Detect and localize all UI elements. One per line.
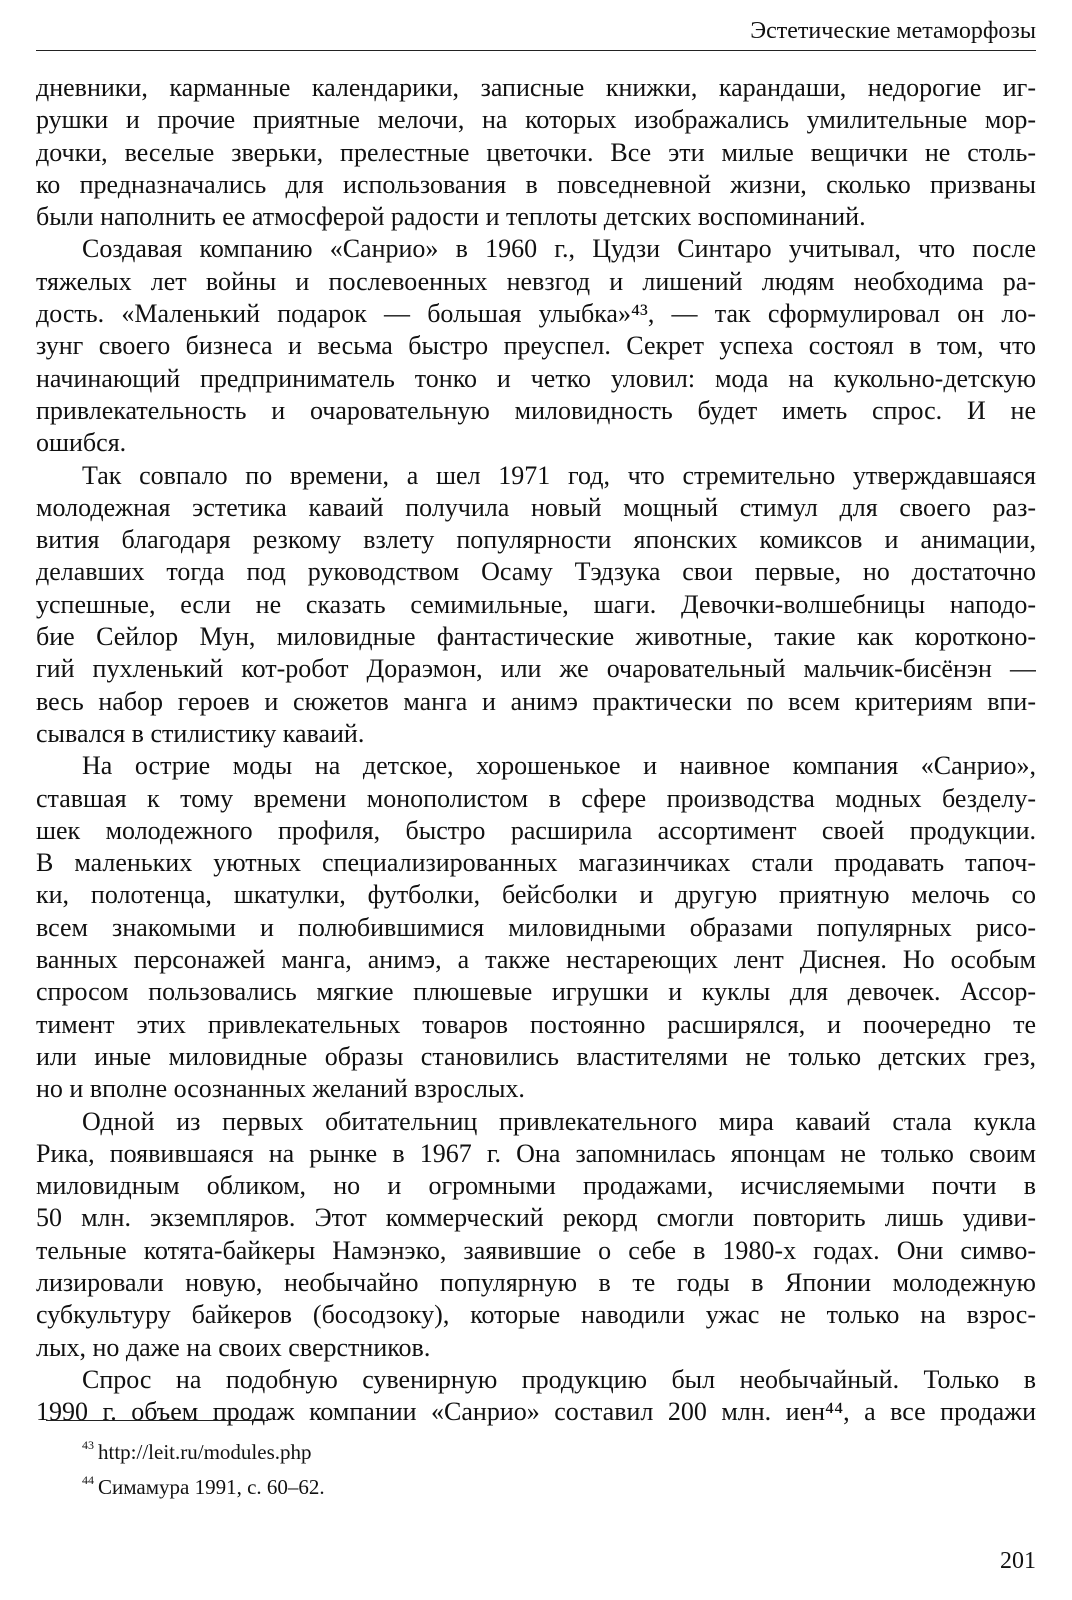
footnote-text: Симамура 1991, с. 60–62. bbox=[98, 1475, 325, 1499]
text-line: успешные, если не сказать семимильные, шаги. Девочки-волшебницы наподо- bbox=[36, 589, 1036, 619]
text-line: начинающий предприниматель тонко и четко уловил: мода на кукольно-детскую bbox=[36, 363, 1036, 393]
text-line: тимент этих привлекательных товаров постоянно расширялся, и поочередно те bbox=[36, 1009, 1036, 1039]
text-line: Рика, появившаяся на рынке в 1967 г. Она запомнилась японцам не только своим bbox=[36, 1138, 1036, 1168]
footnote-number: 44 bbox=[82, 1473, 94, 1487]
text-line: привлекательность и очаровательную миловидность будет иметь спрос. И не bbox=[36, 395, 1036, 425]
text-line: вития благодаря резкому взлету популярности японских комиксов и анимации, bbox=[36, 525, 1036, 555]
text-line: Спрос на подобную сувенирную продукцию был необычайный. Только в bbox=[82, 1364, 1036, 1394]
text-line: гий пухленький кот-робот Дораэмон, или же очаровательный мальчик-бисёнэн — bbox=[36, 654, 1036, 684]
text-line: субкультуру байкеров (босодзоку), которые наводили ужас не только на взрос- bbox=[36, 1300, 1036, 1330]
running-head bbox=[36, 16, 1036, 51]
text-line: миловидным обликом, но и огромными продажами, исчисляемыми почти в bbox=[36, 1171, 1036, 1201]
text-line: зунг своего бизнеса и весьма быстро преуспел. Секрет успеха состоял в том, что bbox=[36, 331, 1036, 361]
text-line: рушки и прочие приятные мелочи, на которых изображались умилительные мор- bbox=[36, 105, 1036, 135]
text-line: Создавая компанию «Санрио» в 1960 г., Цудзи Синтаро учитывал, что после bbox=[82, 234, 1036, 264]
page-number: 201 bbox=[1000, 1548, 1036, 1574]
text-line: лых, но даже на своих сверстников. bbox=[36, 1332, 431, 1362]
footnote bbox=[82, 1432, 325, 1467]
text-line: ванных персонажей манга, анимэ, а также нестареющих лент Диснея. Но особым bbox=[36, 945, 1036, 975]
text-line: 1990 г. объем продаж компании «Санрио» составил 200 млн. иен⁴⁴, а все продажи bbox=[36, 1397, 1036, 1427]
text-line: дость. «Маленький подарок — большая улыбка»⁴³, — так сформулировал он ло- bbox=[36, 299, 1036, 329]
text-line: были наполнить ее атмосферой радости и теплоты детских воспоминаний. bbox=[36, 202, 866, 232]
text-line: весь набор героев и сюжетов манга и анимэ практически по всем критериям впи- bbox=[36, 686, 1036, 716]
text-line: Одной из первых обитательниц привлекательного мира каваий стала кукла bbox=[82, 1106, 1036, 1136]
text-line: ставшая к тому времени монополистом в сфере производства модных безделу- bbox=[36, 783, 1036, 813]
text-line: спросом пользовались мягкие плюшевые игрушки и куклы для девочек. Ассор- bbox=[36, 977, 1036, 1007]
text-line: Так совпало по времени, а шел 1971 год, что стремительно утверждавшаяся bbox=[82, 460, 1036, 490]
text-line: ко предназначались для использования в повседневной жизни, сколько призваны bbox=[36, 169, 1036, 199]
body-text bbox=[36, 72, 1036, 1428]
text-line: делавших тогда под руководством Осаму Тэдзука свои первые, но достаточно bbox=[36, 557, 1036, 587]
text-line: бие Сейлор Мун, миловидные фантастические животные, такие как коротконо- bbox=[36, 622, 1036, 652]
text-line: тяжелых лет войны и послевоенных невзгод и лишений людям необходима ра- bbox=[36, 266, 1036, 296]
footnote-text: http://leit.ru/modules.php bbox=[98, 1440, 312, 1464]
text-line: В маленьких уютных специализированных магазинчиках стали продавать тапоч- bbox=[36, 848, 1036, 878]
text-line: дневники, карманные календарики, записные книжки, карандаши, недорогие иг- bbox=[36, 73, 1036, 102]
running-title: Эстетические метаморфозы bbox=[750, 18, 1036, 44]
text-line: но и вполне осознанных желаний взрослых. bbox=[36, 1074, 525, 1104]
text-line: ки, полотенца, шкатулки, футболки, бейсболки и другую приятную мелочь со bbox=[36, 880, 1036, 910]
text-line: или иные миловидные образы становились властителями не только детских грез, bbox=[36, 1041, 1036, 1071]
text-line: сывался в стилистику каваий. bbox=[36, 718, 365, 748]
footnote-number: 43 bbox=[82, 1438, 94, 1452]
footnotes bbox=[82, 1432, 325, 1502]
text-line: дочки, веселые зверьки, прелестные цветочки. Все эти милые вещички не столь- bbox=[36, 137, 1036, 167]
text-line: шек молодежного профиля, быстро расширила ассортимент своей продукции. bbox=[36, 815, 1036, 845]
footnote bbox=[82, 1467, 325, 1502]
text-line: На острие моды на детское, хорошенькое и наивное компания «Санрио», bbox=[82, 751, 1036, 781]
text-line: ошибся. bbox=[36, 428, 127, 458]
text-line: всем знакомыми и полюбившимися миловидными образами популярных рисо- bbox=[36, 912, 1036, 942]
text-line: лизировали новую, необычайно популярную в те годы в Японии молодежную bbox=[36, 1267, 1036, 1297]
text-line: молодежная эстетика каваий получила новый мощный стимул для своего раз- bbox=[36, 492, 1036, 522]
footnote-divider bbox=[46, 1420, 268, 1421]
text-line: 50 млн. экземпляров. Этот коммерческий рекорд смогли повторить лишь удиви- bbox=[36, 1203, 1036, 1233]
text-line: тельные котята-байкеры Намэнэко, заявившие о себе в 1980-х годах. Они симво- bbox=[36, 1235, 1036, 1265]
